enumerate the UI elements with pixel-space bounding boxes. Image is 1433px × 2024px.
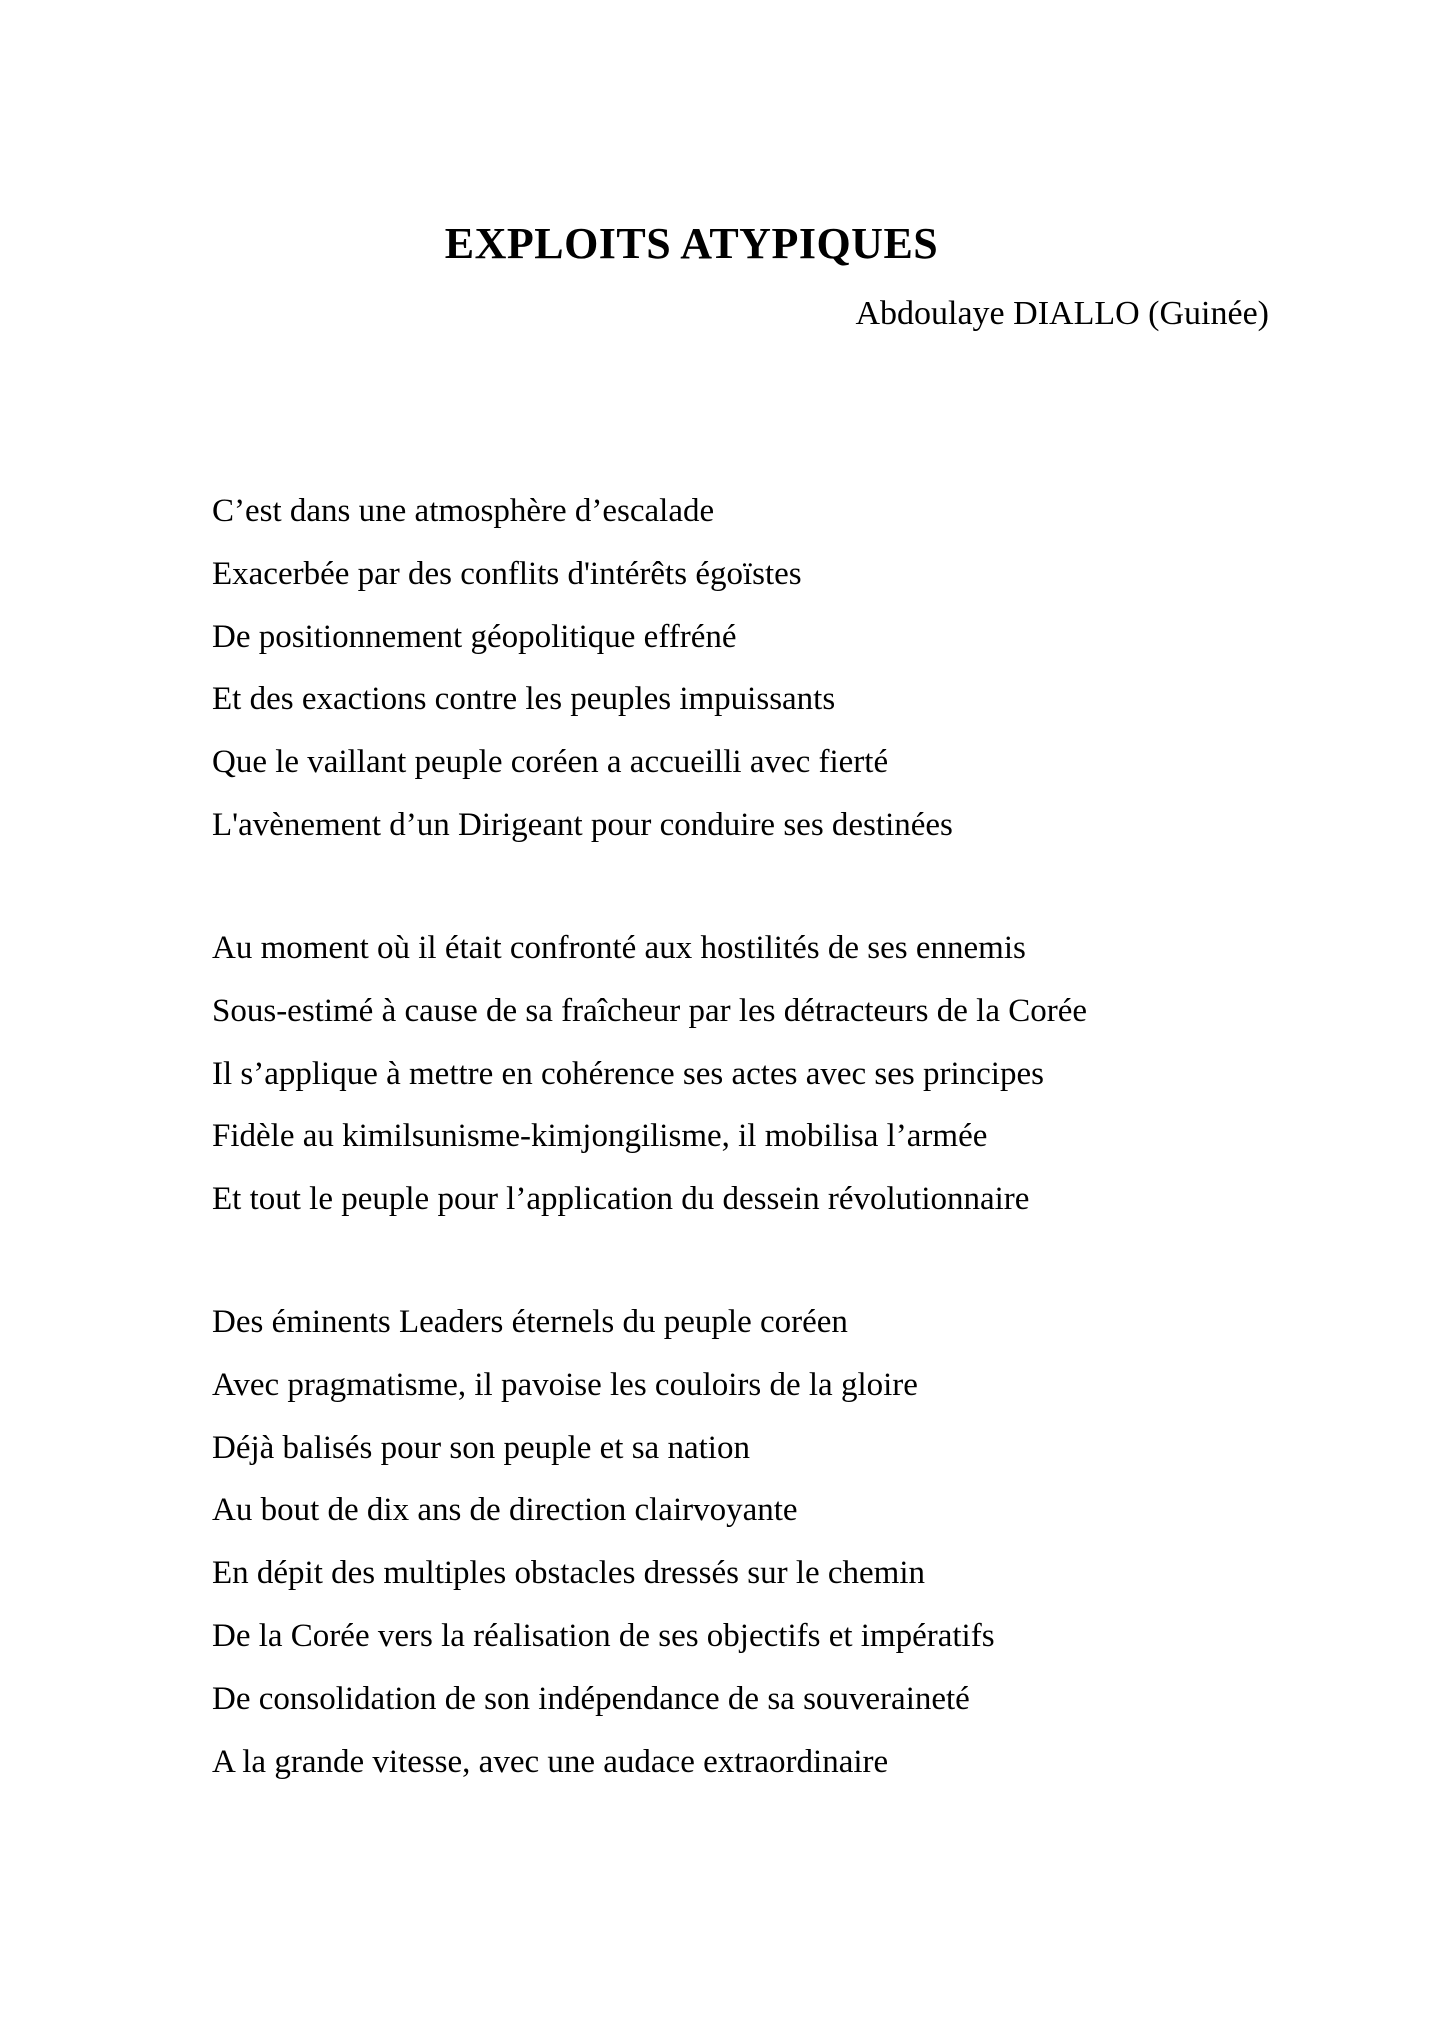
verse-line: A la grande vitesse, avec une audace extraordinaire xyxy=(212,1743,889,1780)
verse-line: Déjà balisés pour son peuple et sa nation xyxy=(212,1429,750,1466)
poem-author: Abdoulaye DIALLO (Guinée) xyxy=(855,295,1269,332)
poem-title: EXPLOITS ATYPIQUES xyxy=(444,219,939,268)
verse-line: Que le vaillant peuple coréen a accueilli avec fierté xyxy=(212,744,889,781)
verse-line: En dépit des multiples obstacles dressés sur le chemin xyxy=(212,1555,926,1592)
verse-line: C’est dans une atmosphère d’escalade xyxy=(212,493,715,529)
verse-line: Sous-estimé à cause de sa fraîcheur par les détracteurs de la Corée xyxy=(212,992,1088,1029)
verse-line: Exacerbée par des conflits d'intérêts égoïstes xyxy=(212,555,802,592)
verse-line: Il s’applique à mettre en cohérence ses actes avec ses principes xyxy=(212,1055,1044,1092)
stanza-3 xyxy=(212,1291,995,1793)
verse-line: Et tout le peuple pour l’application du dessein révolutionnaire xyxy=(212,1181,1030,1218)
verse-line: Au bout de dix ans de direction clairvoyante xyxy=(212,1492,798,1529)
verse-line: Fidèle au kimilsunisme-kimjongilisme, il mobilisa l’armée xyxy=(212,1118,988,1155)
verse-line: Au moment où il était confronté aux hostilités de ses ennemis xyxy=(212,930,1026,966)
verse-line: De consolidation de son indépendance de sa souveraineté xyxy=(212,1680,970,1717)
stanza-2 xyxy=(212,917,1087,1231)
stanza-1 xyxy=(212,480,953,857)
verse-line: L'avènement d’un Dirigeant pour conduire ses destinées xyxy=(212,806,953,843)
verse-line: De positionnement géopolitique effréné xyxy=(212,618,737,655)
verse-line: Des éminents Leaders éternels du peuple coréen xyxy=(212,1304,848,1340)
verse-line: De la Corée vers la réalisation de ses objectifs et impératifs xyxy=(212,1617,995,1654)
verse-line: Avec pragmatisme, il pavoise les couloirs de la gloire xyxy=(212,1366,918,1403)
verse-line: Et des exactions contre les peuples impuissants xyxy=(212,681,836,718)
